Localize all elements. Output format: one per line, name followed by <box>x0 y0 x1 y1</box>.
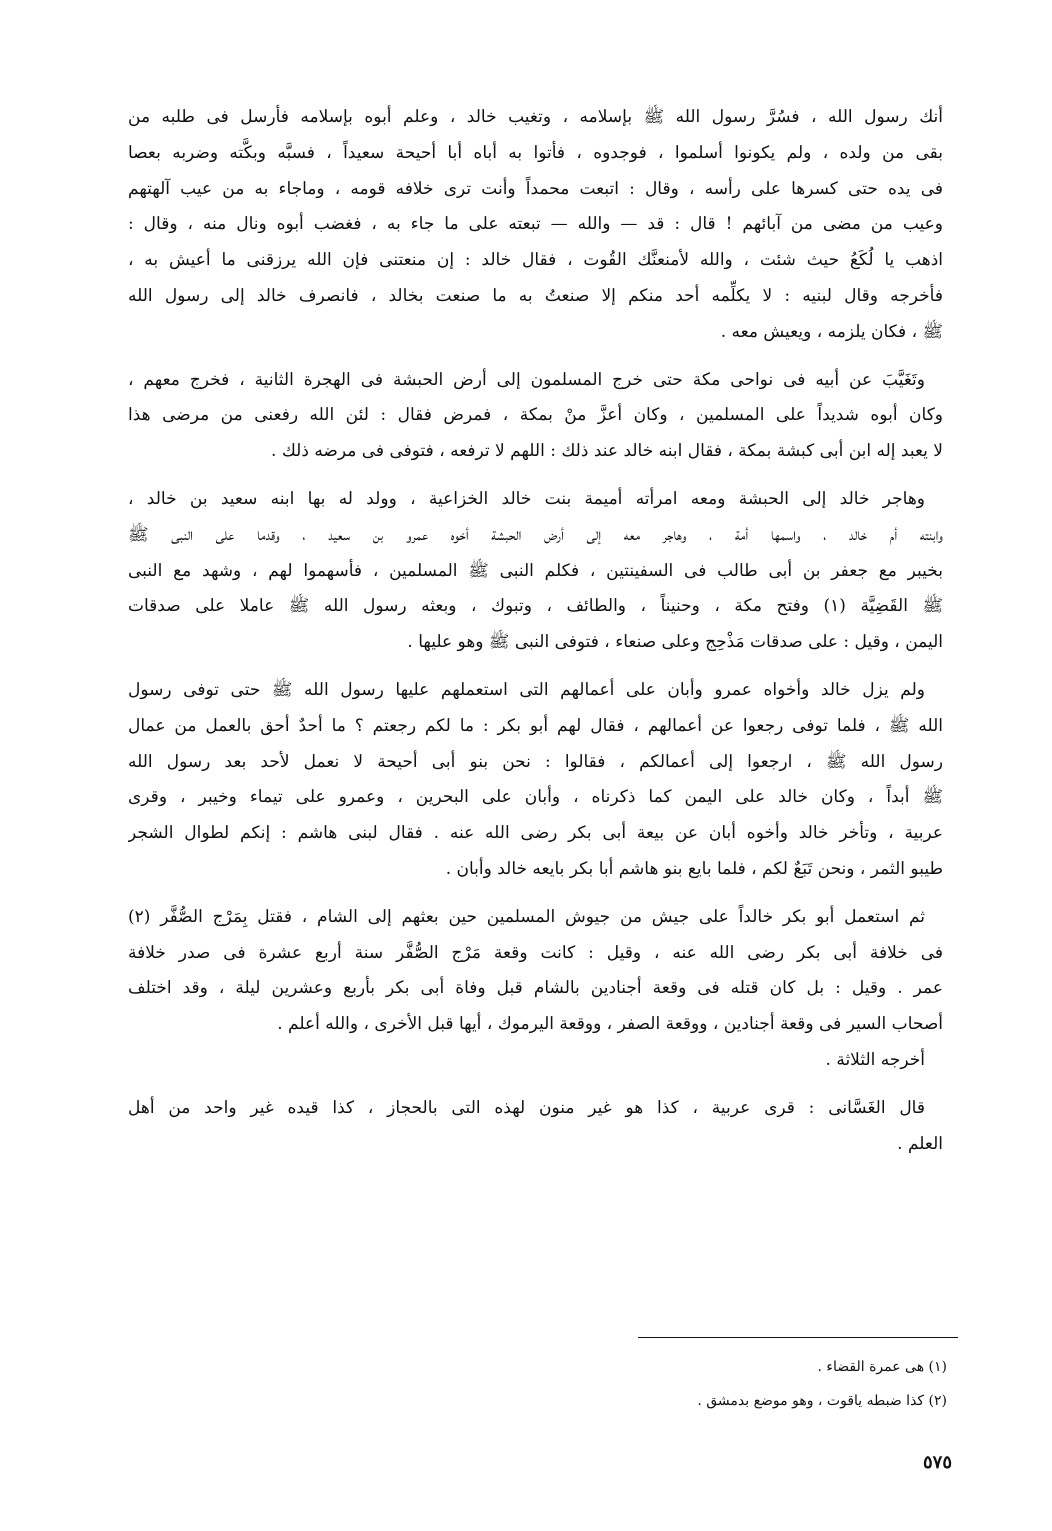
text-line: فأخرجه وقال لبنيه : لا يكلِّمه أحد منكم إلا صنعتُ به ما صنعت بخالد ، فانصرف خالد إلى رسول الله <box>128 285 943 306</box>
text-line: بقى من ولده ، ولم يكونوا أسلموا ، فوجدوه ، فأتوا به أباه أبا أحيحة سعيداً ، فسبَّه وبكَّته وضربه بعصا <box>128 142 943 163</box>
text-line: العلم . <box>897 1133 943 1154</box>
text-line: عربية ، وتأخر خالد وأخوه أبان عن بيعة أبى بكر رضى الله عنه . فقال لبنى هاشم : إنكم لطوال الشجر <box>128 823 943 844</box>
text-line: ثم استعمل أبو بكر خالداً على جيش من جيوش المسلمين حين بعثهم إلى الشام ، فقتل بِمَرْج الصُّفَّر (٢) <box>128 906 925 927</box>
footnote-divider <box>638 1337 958 1338</box>
text-line: الله ﷺ ، فلما توفى رجعوا عن أعمالهم ، فقال لهم أبو بكر : ما لكم رجعتم ؟ ما أحدٌ أحق بالعمل من عمال <box>128 715 943 736</box>
text-line: اذهب يا لُكَعُ حيث شئت ، والله لأمنعنَّك القُوت ، فقال خالد : إن منعتنى فإن الله يرزقنى ما أعيش به ، <box>128 250 943 271</box>
text-line: ﷺ ، فكان يلزمه ، ويعيش معه . <box>720 321 943 342</box>
body-text <box>128 100 943 1162</box>
paragraph-6 <box>128 1091 943 1163</box>
paragraph-1 <box>128 100 943 351</box>
text-line: اليمن ، وقيل : على صدقات مَذْحِج وعلى صنعاء ، فتوفى النبى ﷺ وهو عليها . <box>407 632 943 653</box>
text-line: لا يعبد إله ابن أبى كبشة بمكة ، فقال ابنه خالد عند ذلك : اللهم لا ترفعه ، فتوفى فى مرضه ذلك . <box>271 441 943 462</box>
footnote-1: (١) هى عمرة القضاء . <box>817 1359 947 1375</box>
text-line: أنك رسول الله ، فسُرَّ رسول الله ﷺ بإسلامه ، وتغيب خالد ، وعلم أبوه بإسلامه فأرسل فى طلبه من <box>128 107 943 127</box>
paragraph-2 <box>128 363 943 470</box>
paragraph-5 <box>128 900 943 1079</box>
text-line: وابنته أم خالد ، واسمها أمة ، وهاجر معه إلى أرض الحبشة أخوه عمرو بن سعيد ، وقدما على النبى ﷺ <box>128 524 943 545</box>
text-line: وتَغَيَّبَ عن أبيه فى نواحى مكة حتى خرج المسلمون إلى أرض الحبشة فى الهجرة الثانية ، فخرج معهم ، <box>128 369 925 390</box>
text-line: قال الغَسَّانى : قرى عربية ، كذا هو غير منون لهذه التى بالحجاز ، كذا قيده غير واحد من أهل <box>128 1097 925 1118</box>
text-line: أخرجه الثلاثة . <box>825 1049 925 1070</box>
paragraph-4 <box>128 673 943 888</box>
text-line: بخيبر مع جعفر بن أبى طالب فى السفينتين ، فكلم النبى ﷺ المسلمين ، فأسهموا لهم ، وشهد مع النبى <box>128 560 943 581</box>
text-line: وهاجر خالد إلى الحبشة ومعه امرأته أميمة بنت خالد الخزاعية ، وولد له بها ابنه سعيد بن خالد ، <box>128 488 925 509</box>
text-line: رسول الله ﷺ ، ارجعوا إلى أعمالكم ، فقالوا : نحن بنو أبى أحيحة لا نعمل لأحد بعد رسول الله <box>128 751 943 772</box>
text-line: فى خلافة أبى بكر رضى الله عنه ، وقيل : كانت وقعة مَرْج الصُّفَّر سنة أربع عشرة فى صدر خلافة <box>128 942 943 963</box>
page-number: ٥٧٥ <box>922 1452 952 1473</box>
text-line: ﷺ القَضِيَّة (١) وفتح مكة ، وحنيناً ، والطائف ، وتبوك ، وبعثه رسول الله ﷺ عاملا على صدقات <box>128 596 943 617</box>
text-line: ﷺ أبداً ، وكان خالد على اليمن كما ذكرناه ، وأبان على البحرين ، وعمرو على تيماء وخيبر ، وقرى <box>128 787 943 808</box>
text-line: وكان أبوه شديداً على المسلمين ، وكان أعزَّ منْ بمكة ، فمرض فقال : لئن الله رفعنى من مرضى هذا <box>128 405 943 426</box>
text-line: فى يده حتى كسرها على رأسه ، وقال : اتبعت محمداً وأنت ترى خلافه قومه ، وماجاء به من عيب آلهتهم <box>128 178 943 199</box>
text-line: طيبو الثمر ، ونحن تَبَعٌ لكم ، فلما بايع بنو هاشم أبا بكر بايعه خالد وأبان . <box>445 858 943 879</box>
text-line: عمر . وقيل : بل كان قتله فى وقعة أجنادين بالشام قبل وفاة أبى بكر بأربع وعشرين ليلة ، وقد اختلف <box>128 978 943 999</box>
text-line: أصحاب السير فى وقعة أجنادين ، ووقعة الصفر ، ووقعة اليرموك ، أيها قبل الأخرى ، والله أعلم . <box>277 1014 943 1035</box>
footnotes <box>347 1350 947 1418</box>
text-line: وعيب من مضى من آبائهم ! قال : قد — والله — تبعته على ما جاء به ، فغضب أبوه ونال منه ، وقال : <box>128 214 943 235</box>
paragraph-3 <box>128 482 943 661</box>
footnote-2: (٢) كذا ضبطه ياقوت ، وهو موضع بدمشق . <box>697 1393 947 1409</box>
text-line: ولم يزل خالد وأخواه عمرو وأبان على أعمالهم التى استعملهم عليها رسول الله ﷺ حتى توفى رسول <box>128 679 925 700</box>
